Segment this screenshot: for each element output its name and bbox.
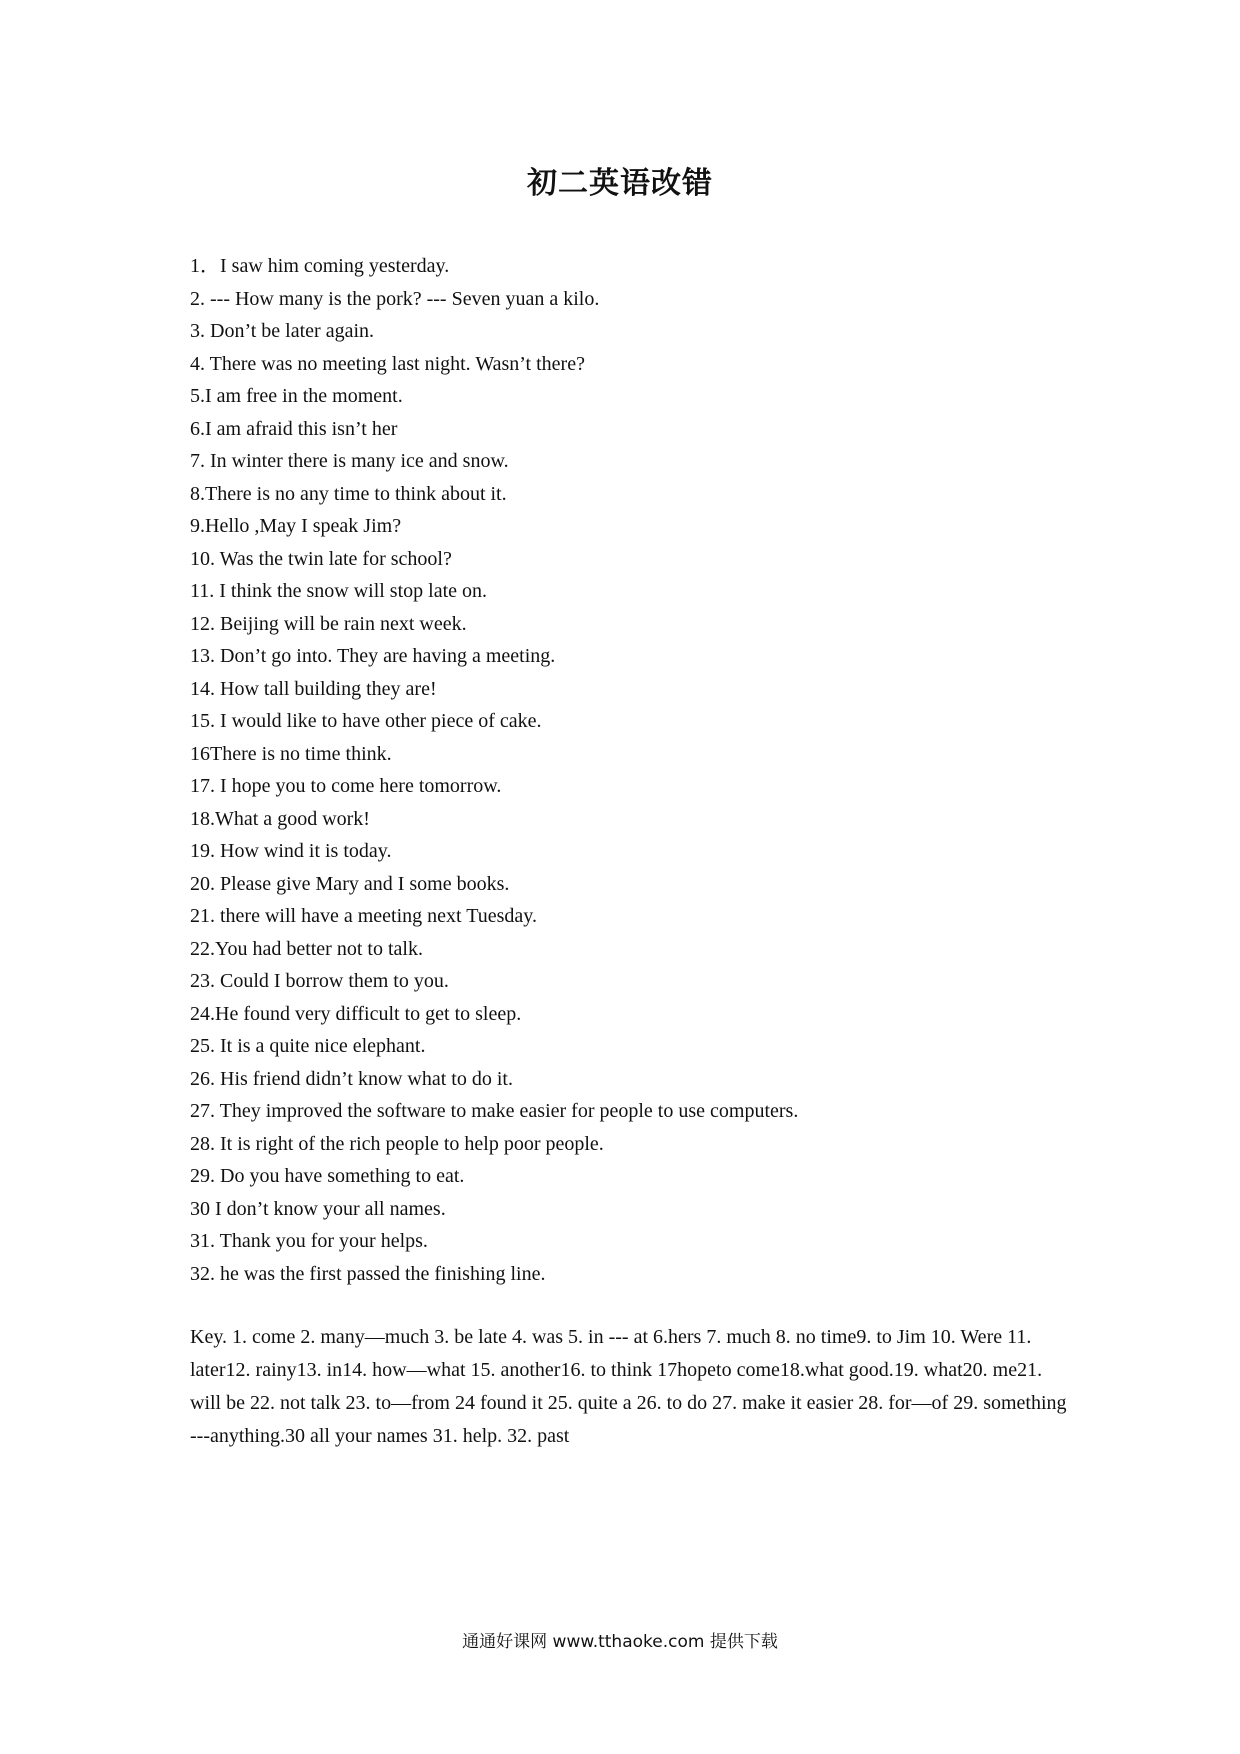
question-item: 7. In winter there is many ice and snow.	[190, 450, 509, 472]
question-item: 32. he was the first passed the finishing line.	[190, 1262, 546, 1285]
question-item: 13. Don’t go into. They are having a meeting.	[190, 645, 556, 667]
question-item: 31. Thank you for your helps.	[190, 1230, 428, 1252]
question-item: 24.He found very difficult to get to sleep.	[190, 1002, 522, 1025]
question-item: 27. They improved the software to make easier for people to use computers.	[190, 1100, 799, 1122]
question-item: 3. Don’t be later again.	[190, 320, 375, 342]
question-item: 16There is no time think.	[190, 742, 392, 765]
question-item: 30 I don’t know your all names.	[190, 1197, 446, 1220]
question-list	[190, 250, 1090, 1290]
question-item: 20. Please give Mary and I some books.	[190, 872, 510, 895]
question-item: 11. I think the snow will stop late on.	[190, 580, 488, 602]
question-item: 19. How wind it is today.	[190, 840, 392, 862]
question-item: 9.Hello ,May I speak Jim?	[190, 515, 402, 537]
question-item: 12. Beijing will be rain next week.	[190, 612, 467, 635]
question-item: 18.What a good work!	[190, 807, 370, 830]
question-item: 17. I hope you to come here tomorrow.	[190, 775, 502, 797]
question-item: 29. Do you have something to eat.	[190, 1165, 465, 1187]
question-item: 8.There is no any time to think about it.	[190, 482, 507, 505]
question-item: 28. It is right of the rich people to help poor people.	[190, 1132, 604, 1155]
question-item: 2. --- How many is the pork? --- Seven yuan a kilo.	[190, 287, 600, 310]
question-item: 23. Could I borrow them to you.	[190, 970, 449, 992]
footer-credit: 通通好课网 www.tthaoke.com 提供下载	[462, 1632, 778, 1652]
question-item: 6.I am afraid this isn’t her	[190, 417, 398, 440]
question-item: 15. I would like to have other piece of cake.	[190, 710, 542, 732]
question-item: 22.You had better not to talk.	[190, 937, 423, 960]
question-item: 21. there will have a meeting next Tuesday.	[190, 905, 537, 927]
question-item: 4. There was no meeting last night. Wasn’t there?	[190, 352, 585, 375]
question-item: 26. His friend didn’t know what to do it.	[190, 1067, 513, 1090]
question-item: 10. Was the twin late for school?	[190, 547, 452, 570]
page-title: 初二英语改错	[527, 166, 713, 201]
question-item: 14. How tall building they are!	[190, 677, 437, 700]
question-item: 1．I saw him coming yesterday.	[190, 255, 450, 277]
question-item: 25. It is a quite nice elephant.	[190, 1035, 426, 1057]
answer-key: Key. 1. come 2. many—much 3. be late 4. was 5. in --- at 6.hers 7. much 8. no time9. to Jim 10. Were 11. later12. rainy13. in14. how—what 15. another16. to think 17hopeto come18.what good.19. what20. me21. will be 22. not talk 23. to—from 24 found it 25. quite a 26. to do 27. make it easier 28. for—of 29. something ---anything.30 all your names 31. help. 32. past	[190, 1326, 1067, 1447]
question-item: 5.I am free in the moment.	[190, 385, 403, 407]
